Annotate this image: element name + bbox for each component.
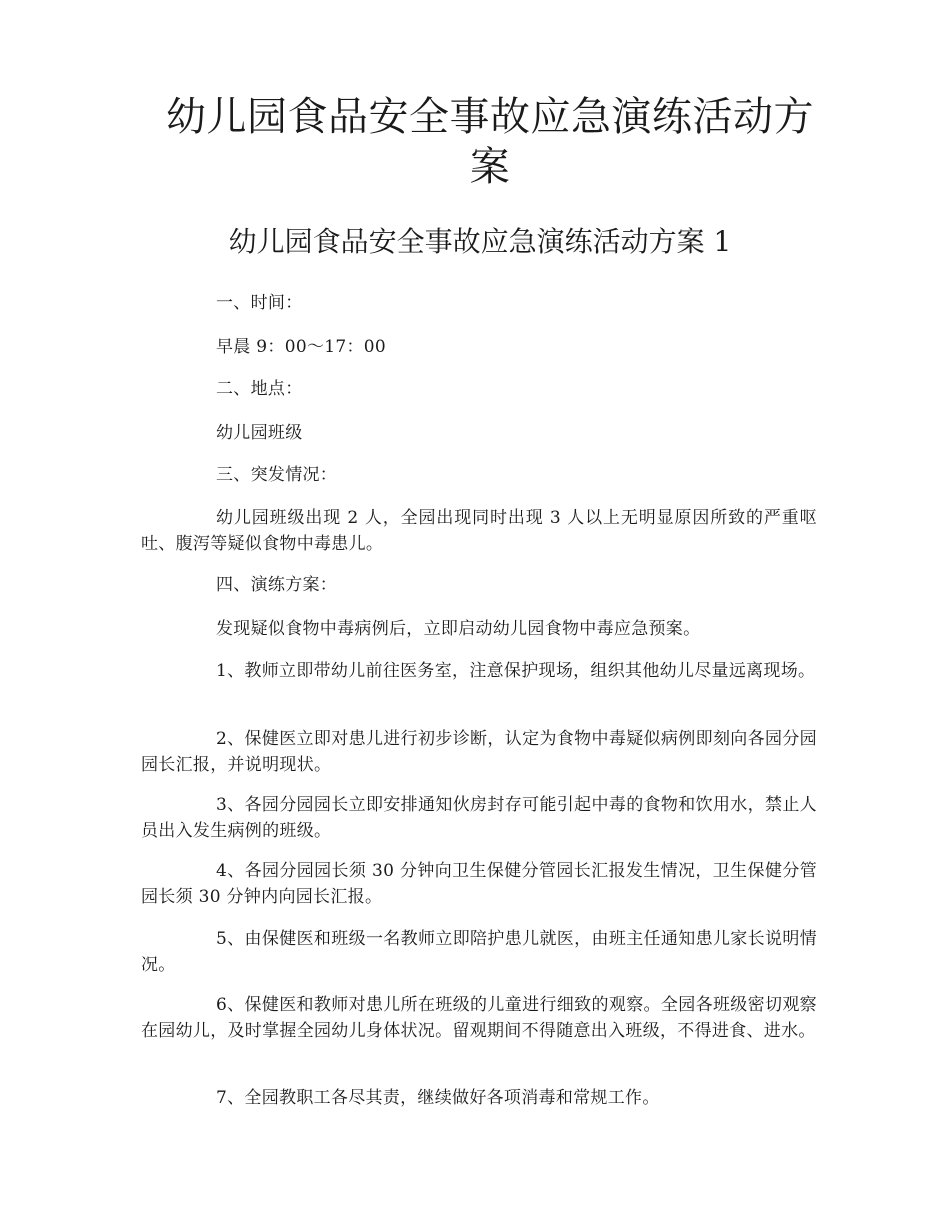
paragraph-step-4: 4、各园分园园长须 30 分钟向卫生保健分管园长汇报发生情况，卫生保健分管园长须 30 分钟内向园长汇报。 [141,861,817,907]
section-heading-time: 一、时间： [216,293,303,313]
paragraph-time: 早晨 9：00～17：00 [216,337,387,357]
document-title: 幼儿园食品安全事故应急演练活动方案 [166,94,814,190]
paragraph-step-3: 3、各园分园园长立即安排通知伙房封存可能引起中毒的食物和饮用水，禁止人员出入发生病例的班级。 [141,795,817,841]
paragraph-step-2: 2、保健医立即对患儿进行初步诊断，认定为食物中毒疑似病例即刻向各园分园园长汇报，并说明现状。 [141,729,817,775]
section-heading-location: 二、地点： [216,379,303,399]
section-heading-plan: 四、演练方案： [216,575,338,595]
paragraph-emergency: 幼儿园班级出现 2 人，全园出现同时出现 3 人以上无明显原因所致的严重呕吐、腹泻等疑似食物中毒患儿。 [141,508,817,554]
paragraph-plan-intro: 发现疑似食物中毒病例后，立即启动幼儿园食物中毒应急预案。 [216,619,701,639]
paragraph-step-1: 1、教师立即带幼儿前往医务室，注意保护现场，组织其他幼儿尽量远离现场。 [216,661,816,681]
paragraph-step-7: 7、全园教职工各尽其责，继续做好各项消毒和常规工作。 [216,1088,660,1108]
paragraph-location: 幼儿园班级 [216,423,303,443]
paragraph-step-5: 5、由保健医和班级一名教师立即陪护患儿就医，由班主任通知患儿家长说明情况。 [141,929,817,975]
document-subtitle: 幼儿园食品安全事故应急演练活动方案 1 [228,225,732,258]
section-heading-emergency: 三、突发情况： [216,465,338,485]
paragraph-step-6: 6、保健医和教师对患儿所在班级的儿童进行细致的观察。全园各班级密切观察在园幼儿，及时掌握全园幼儿身体状况。留观期间不得随意出入班级，不得进食、进水。 [141,995,817,1041]
